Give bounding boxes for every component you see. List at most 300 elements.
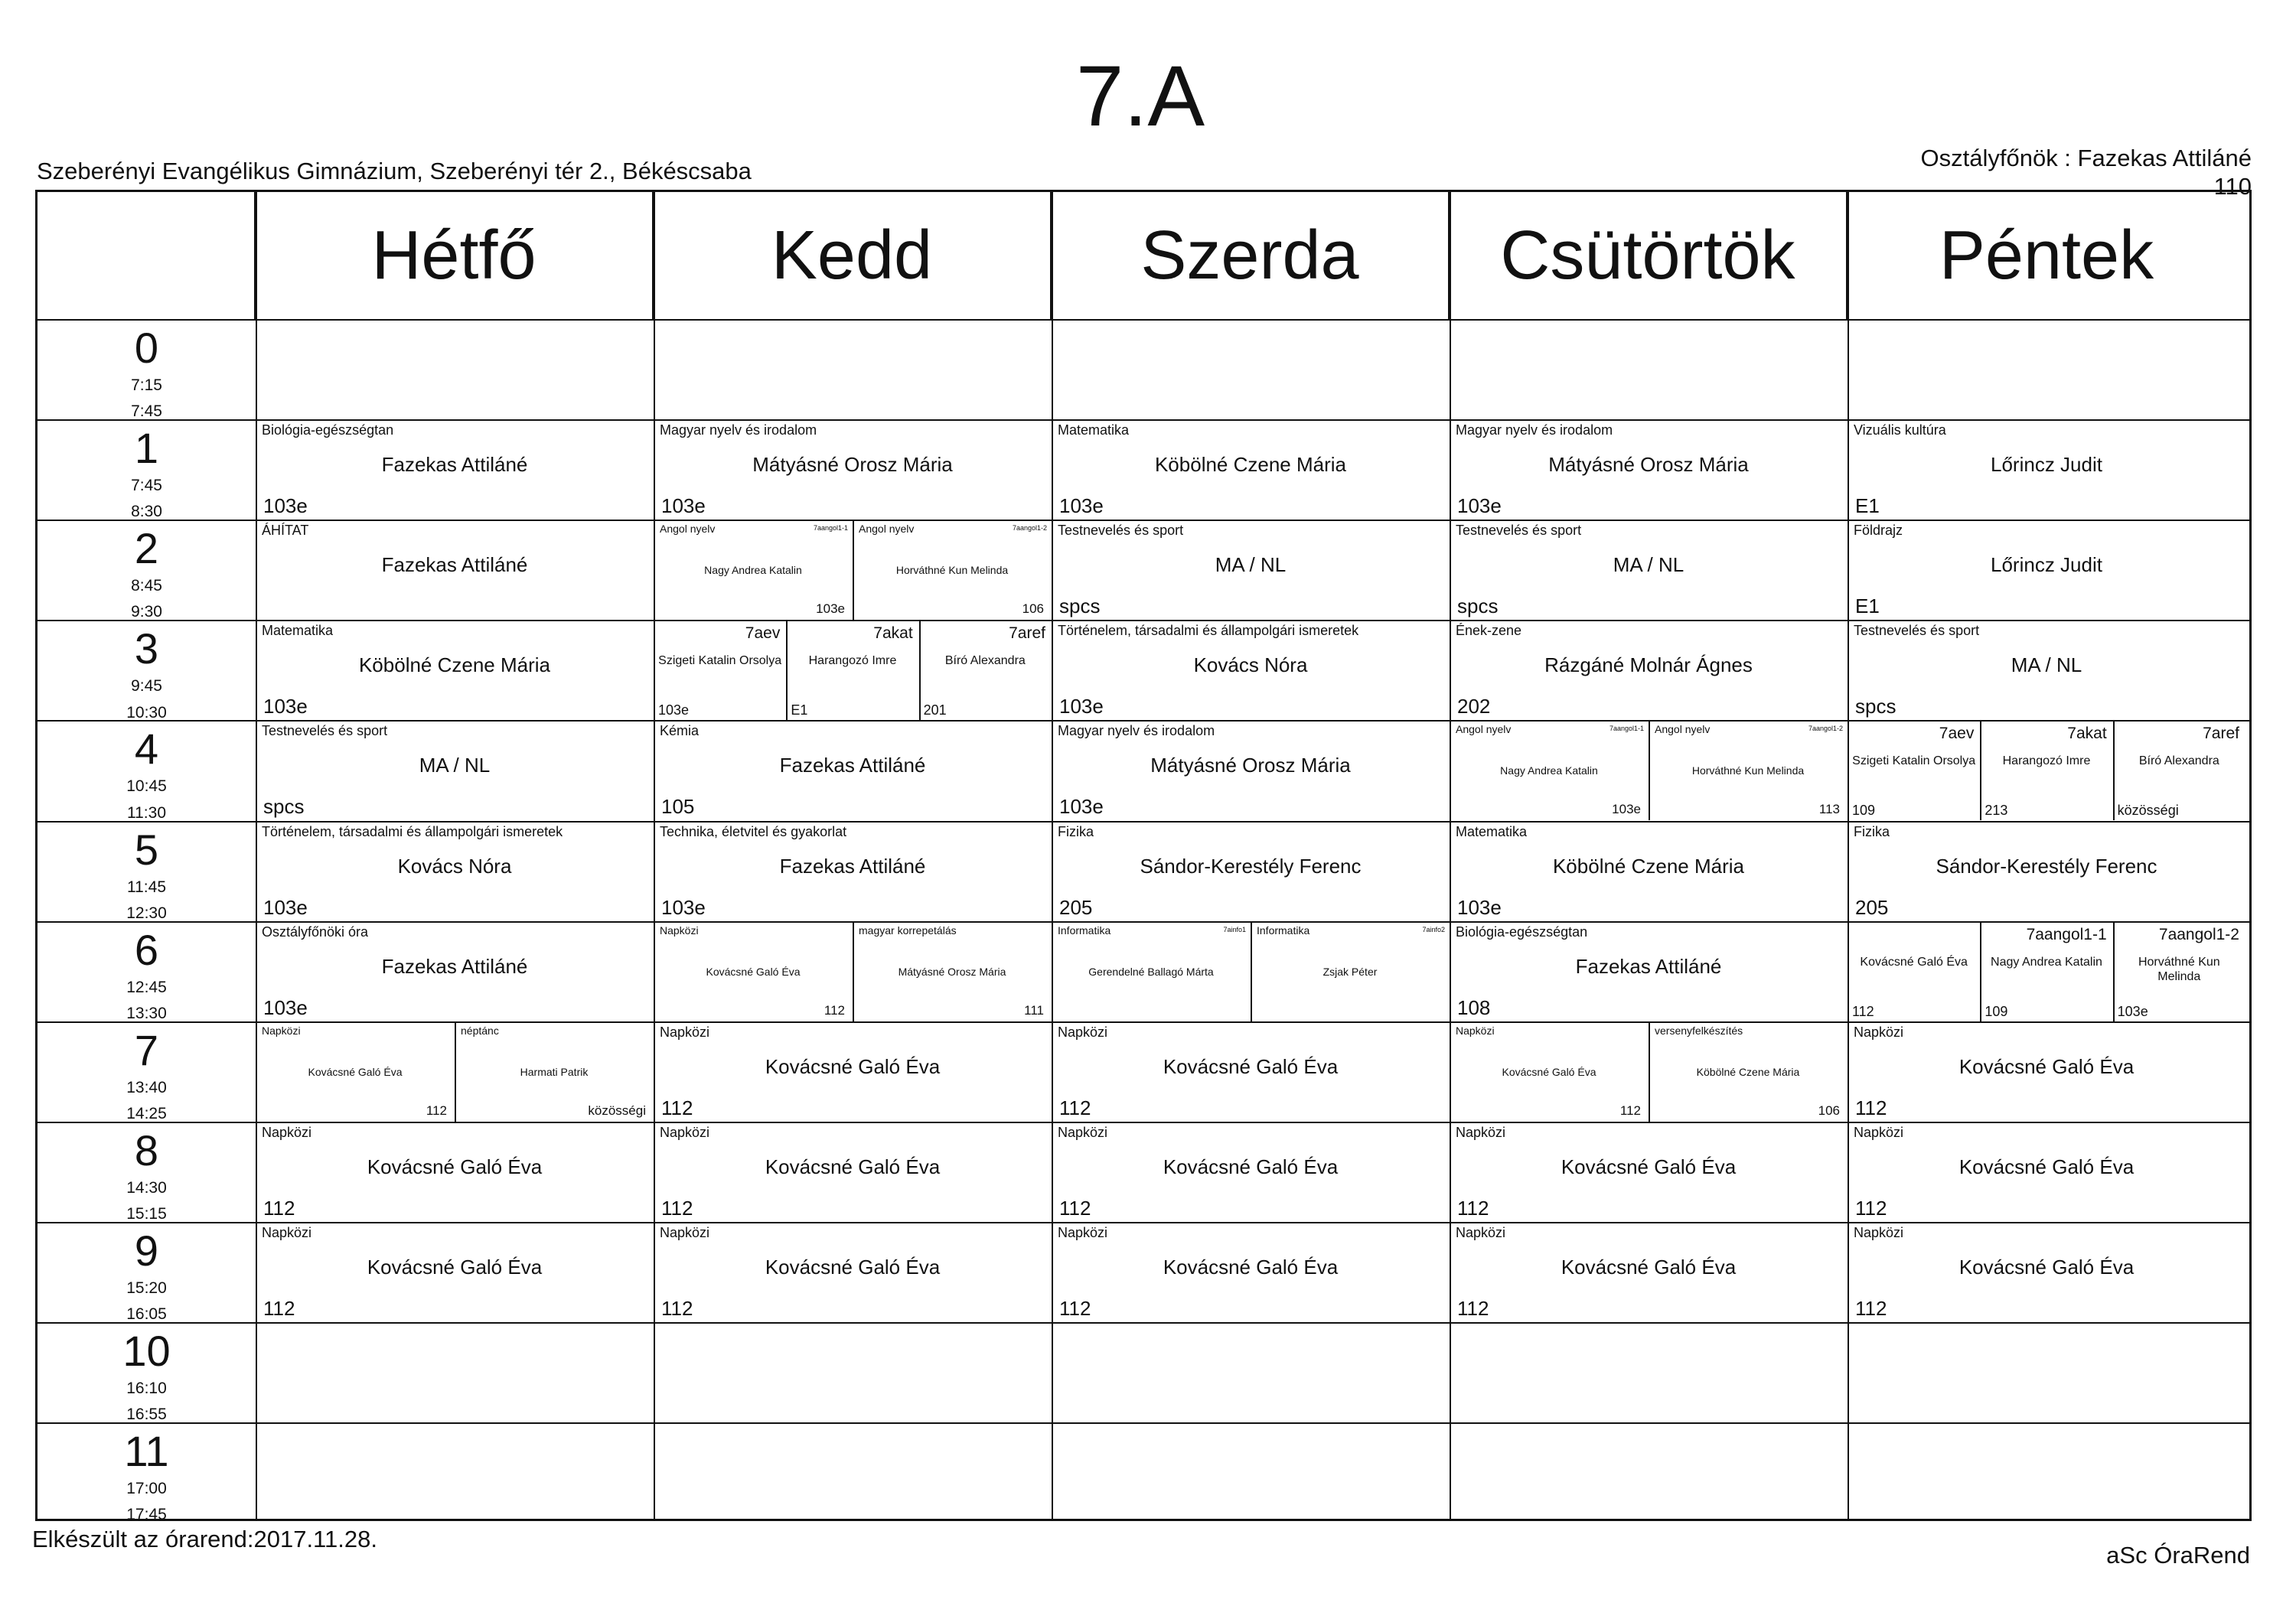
lesson-cell[interactable] — [1848, 419, 2245, 520]
split-lesson-cell — [256, 1021, 654, 1122]
lesson-room: 103e — [1457, 494, 1502, 518]
split-lesson-cell — [654, 620, 1052, 720]
lesson-teacher: Gerendelné Ballagó Márta — [1088, 965, 1214, 978]
lesson-room: 105 — [661, 795, 695, 819]
lesson-subject: Matematika — [262, 623, 334, 639]
lesson-cell[interactable] — [1848, 620, 2245, 720]
lesson-teacher: MA / NL — [2011, 653, 2082, 677]
lesson-teacher: Sándor-Kerestély Ferenc — [1936, 854, 2157, 878]
day-header: Csütörtök — [1450, 192, 1848, 319]
software-name: aSc ÓraRend — [2106, 1542, 2250, 1569]
lesson-teacher: Kovácsné Galó Éva — [765, 1255, 941, 1279]
lesson-group-code: 7aangol1-1 — [2026, 925, 2107, 943]
lesson-room: 103e — [263, 494, 308, 518]
lesson-room: 112 — [661, 1196, 693, 1220]
lesson-teacher: Mátyásné Orosz Mária — [1150, 754, 1351, 777]
period-end: 9:30 — [131, 603, 162, 621]
lesson-cell[interactable] — [654, 821, 1052, 921]
lesson-room: 112 — [1059, 1196, 1091, 1220]
split-lesson-cell — [1450, 720, 1848, 820]
period-start: 13:40 — [126, 1078, 167, 1096]
lesson-cell[interactable] — [1052, 419, 1450, 520]
lesson-teacher: Rázgáné Molnár Ágnes — [1544, 653, 1753, 677]
lesson-room: E1 — [1855, 494, 1880, 518]
lesson-room: 111 — [1024, 1002, 1044, 1018]
period-label — [38, 821, 256, 921]
lesson-cell[interactable] — [654, 419, 1052, 520]
lesson-teacher: Köbölné Czene Mária — [1154, 453, 1347, 477]
lesson-teacher: Nagy Andrea Katalin — [704, 564, 802, 577]
lesson-room: 205 — [1855, 895, 1889, 919]
lesson-teacher: Harangozó Imre — [2002, 754, 2091, 768]
lesson-group[interactable] — [1450, 1021, 1649, 1122]
lesson-teacher: Lőrincz Judit — [1991, 453, 2102, 477]
lesson-subject: Technika, életvitel és gyakorlat — [660, 823, 847, 839]
lesson-subject: Napközi — [262, 1024, 301, 1037]
split-lesson-cell — [1450, 1021, 1848, 1122]
period-end: 13:30 — [126, 1004, 167, 1022]
period-end: 16:05 — [126, 1305, 167, 1324]
lesson-room: 112 — [1855, 1196, 1887, 1220]
period-start: 10:45 — [126, 777, 167, 796]
lesson-teacher: Kovácsné Galó Éva — [1860, 955, 1968, 969]
lesson-teacher: Kovácsné Galó Éva — [1502, 1065, 1596, 1078]
lesson-group-code: 7ainfo1 — [1223, 925, 1246, 933]
split-lesson-cell — [1848, 921, 2245, 1021]
period-start: 7:15 — [131, 376, 162, 394]
lesson-teacher: Köbölné Czene Mária — [1696, 1065, 1800, 1078]
period-label — [38, 1122, 256, 1222]
lesson-room: 112 — [661, 1096, 693, 1119]
lesson-group-code: 7aangol1-1 — [1609, 725, 1644, 733]
day-header: Hétfő — [256, 192, 654, 319]
group-divider — [1980, 921, 1981, 1021]
lesson-cell[interactable] — [1450, 419, 1848, 520]
period-label — [38, 520, 256, 620]
lesson-subject: Vizuális kultúra — [1854, 422, 1946, 438]
period-number: 4 — [134, 725, 159, 774]
group-divider — [853, 921, 854, 1021]
lesson-group-code: 7aangol1-2 — [1808, 725, 1843, 733]
split-lesson-cell — [654, 921, 1052, 1021]
lesson-group[interactable] — [654, 921, 853, 1021]
lesson-cell[interactable] — [654, 1021, 1052, 1122]
split-lesson-cell — [1848, 720, 2245, 820]
period-end: 12:30 — [126, 904, 167, 922]
lesson-subject: Matematika — [1058, 422, 1130, 438]
period-end: 14:25 — [126, 1104, 167, 1122]
lesson-room: 103e — [1059, 695, 1104, 718]
lesson-group-code: 7ainfo2 — [1422, 925, 1445, 933]
lesson-room: spcs — [1855, 695, 1896, 718]
lesson-teacher: Kovácsné Galó Éva — [367, 1155, 543, 1178]
period-number: 10 — [122, 1327, 171, 1375]
lesson-room: 112 — [1619, 1103, 1641, 1118]
lesson-subject: Biológia-egészségtan — [262, 422, 394, 438]
lesson-subject: Napközi — [262, 1124, 312, 1140]
lesson-group[interactable] — [1848, 720, 1980, 820]
lesson-room: 112 — [263, 1196, 295, 1220]
lesson-room: 103e — [1457, 895, 1502, 919]
lesson-subject: Napközi — [660, 1124, 710, 1140]
period-end: 16:55 — [126, 1406, 167, 1424]
lesson-teacher: Bíró Alexandra — [2138, 754, 2219, 768]
lesson-cell[interactable] — [1450, 1122, 1848, 1222]
lesson-room: 112 — [1855, 1296, 1887, 1320]
lesson-group[interactable] — [919, 620, 1052, 720]
lesson-group[interactable] — [654, 620, 786, 720]
lesson-subject: Napközi — [660, 1024, 710, 1040]
lesson-subject: Napközi — [1854, 1124, 1904, 1140]
lesson-group-code: 7aangol1-1 — [813, 524, 848, 533]
period-start: 11:45 — [127, 878, 166, 896]
lesson-teacher: Zsjak Péter — [1322, 965, 1378, 978]
lesson-group[interactable] — [2113, 921, 2245, 1021]
lesson-subject: Testnevelés és sport — [1456, 523, 1582, 539]
period-end: 11:30 — [127, 803, 166, 822]
lesson-subject: Fizika — [1058, 823, 1094, 839]
lesson-room: 103e — [263, 895, 308, 919]
lesson-room: spcs — [263, 795, 305, 819]
split-lesson-cell — [1052, 921, 1450, 1021]
lesson-teacher: Fazekas Attiláné — [381, 954, 528, 978]
period-label — [38, 720, 256, 820]
lesson-subject: ÁHÍTAT — [262, 523, 309, 539]
lesson-group-code: 7aev — [1939, 725, 1975, 743]
period-label — [38, 1322, 256, 1422]
lesson-teacher: Bíró Alexandra — [944, 654, 1026, 668]
lesson-group[interactable] — [1052, 921, 1251, 1021]
lesson-cell[interactable] — [1848, 821, 2245, 921]
lesson-teacher: Nagy Andrea Katalin — [1500, 764, 1598, 777]
lesson-subject: Magyar nyelv és irodalom — [1456, 422, 1613, 438]
lesson-subject: Napközi — [1058, 1124, 1108, 1140]
lesson-subject: Napközi — [1058, 1024, 1108, 1040]
period-number: 7 — [134, 1025, 159, 1074]
lesson-subject: Történelem, társadalmi és állampolgári ismeretek — [1058, 623, 1359, 639]
period-number: 6 — [134, 925, 159, 974]
lesson-cell[interactable] — [256, 419, 654, 520]
lesson-subject: versenyfelkészítés — [1655, 1024, 1743, 1037]
lesson-subject: Testnevelés és sport — [1854, 623, 1980, 639]
lesson-room: közösségi — [2117, 803, 2179, 819]
group-divider — [1649, 1021, 1650, 1122]
class-title: 7.A — [1075, 48, 1205, 144]
lesson-cell[interactable] — [654, 1122, 1052, 1222]
lesson-teacher: Kovácsné Galó Éva — [1958, 1155, 2135, 1178]
lesson-room: 103e — [661, 895, 706, 919]
lesson-room: 103e — [1059, 795, 1104, 819]
head-teacher: Osztályfőnök : Fazekas Attiláné — [1920, 145, 2252, 171]
created-date: Elkészült az órarend:2017.11.28. — [32, 1526, 377, 1552]
lesson-subject: Testnevelés és sport — [262, 723, 388, 739]
lesson-cell[interactable] — [1450, 620, 1848, 720]
lesson-room: 112 — [1457, 1196, 1489, 1220]
lesson-teacher: Horváthné Kun Melinda — [1691, 764, 1805, 777]
group-divider — [786, 620, 788, 720]
lesson-teacher: Lőrincz Judit — [1991, 553, 2102, 577]
lesson-teacher: Szigeti Katalin Orsolya — [658, 654, 782, 668]
lesson-subject: Napközi — [660, 924, 699, 937]
lesson-teacher: Szigeti Katalin Orsolya — [1852, 754, 1976, 768]
day-header: Péntek — [1939, 217, 2154, 294]
lesson-room: 112 — [1059, 1096, 1091, 1119]
lesson-cell[interactable] — [256, 520, 654, 620]
group-divider — [2113, 921, 2115, 1021]
lesson-group[interactable] — [455, 1021, 654, 1122]
lesson-subject: Napközi — [262, 1224, 312, 1240]
lesson-teacher: MA / NL — [1215, 553, 1287, 577]
lesson-teacher: Kovács Nóra — [1193, 653, 1308, 677]
lesson-group-code: 7akat — [873, 624, 913, 643]
lesson-cell[interactable] — [1052, 720, 1450, 820]
lesson-subject: Napközi — [1058, 1224, 1108, 1240]
lesson-teacher: Köbölné Czene Mária — [1552, 854, 1745, 878]
group-divider — [2113, 720, 2115, 820]
period-start: 15:20 — [126, 1279, 167, 1297]
lesson-room: 109 — [1985, 1003, 2008, 1019]
lesson-teacher: Kovácsné Galó Éva — [765, 1054, 941, 1078]
lesson-teacher: Fazekas Attiláné — [381, 453, 528, 477]
lesson-subject: Testnevelés és sport — [1058, 523, 1184, 539]
period-number: 1 — [134, 424, 159, 473]
lesson-cell[interactable] — [256, 821, 654, 921]
lesson-cell[interactable] — [256, 921, 654, 1021]
lesson-room: 103e — [263, 695, 308, 718]
lesson-subject: magyar korrepetálás — [859, 924, 957, 937]
lesson-group[interactable] — [1450, 720, 1649, 820]
lesson-room: 103e — [263, 995, 308, 1019]
lesson-room: 103e — [1059, 494, 1104, 518]
lesson-cell[interactable] — [654, 1222, 1052, 1322]
lesson-cell[interactable] — [1450, 921, 1848, 1021]
head-teacher-room: 110 — [2213, 173, 2252, 200]
row-divider — [38, 1422, 2249, 1424]
lesson-group[interactable] — [853, 520, 1052, 620]
lesson-room: 112 — [1059, 1296, 1091, 1320]
lesson-room: 103e — [2117, 1003, 2148, 1019]
lesson-cell[interactable] — [1450, 520, 1848, 620]
day-header: Szerda — [1052, 192, 1450, 319]
lesson-teacher: Mátyásné Orosz Mária — [752, 453, 953, 477]
lesson-group[interactable] — [654, 520, 853, 620]
lesson-teacher: Kovácsné Galó Éva — [706, 965, 801, 978]
period-start: 12:45 — [126, 978, 167, 996]
lesson-subject: Napközi — [660, 1224, 710, 1240]
lesson-subject: Fizika — [1854, 823, 1890, 839]
group-divider — [1649, 720, 1650, 820]
lesson-subject: Angol nyelv — [1655, 723, 1711, 736]
lesson-subject: Biológia-egészségtan — [1456, 924, 1588, 940]
lesson-subject: Kémia — [660, 723, 700, 739]
lesson-cell[interactable] — [1450, 1222, 1848, 1322]
period-number: 9 — [134, 1226, 159, 1275]
lesson-room: spcs — [1457, 595, 1499, 618]
lesson-room: 106 — [1022, 601, 1044, 617]
lesson-subject: Informatika — [1257, 924, 1310, 937]
lesson-room: 103e — [661, 494, 706, 518]
lesson-subject: Napközi — [1854, 1024, 1904, 1040]
lesson-room: 109 — [1852, 803, 1876, 819]
lesson-group[interactable] — [786, 620, 918, 720]
lesson-subject: Napközi — [1456, 1024, 1495, 1037]
split-lesson-cell — [654, 520, 1052, 620]
lesson-room: 113 — [1818, 802, 1840, 817]
lesson-subject: Magyar nyelv és irodalom — [660, 422, 817, 438]
lesson-teacher: MA / NL — [1613, 553, 1684, 577]
period-end: 10:30 — [126, 703, 167, 722]
lesson-cell[interactable] — [1450, 821, 1848, 921]
period-number: 11 — [124, 1427, 169, 1476]
lesson-room: 103e — [816, 601, 845, 617]
lesson-group[interactable] — [1649, 1021, 1848, 1122]
period-start: 8:45 — [131, 577, 162, 595]
period-label — [38, 1422, 256, 1523]
lesson-cell[interactable] — [1052, 1122, 1450, 1222]
period-end: 15:15 — [126, 1205, 167, 1223]
lesson-cell[interactable] — [1848, 1122, 2245, 1222]
period-start: 14:30 — [126, 1178, 167, 1197]
lesson-room: közösségi — [588, 1103, 646, 1118]
lesson-teacher: Kovács Nóra — [397, 854, 512, 878]
lesson-cell[interactable] — [1052, 620, 1450, 720]
lesson-teacher: Fazekas Attiláné — [381, 553, 528, 577]
lesson-teacher: Kovácsné Galó Éva — [308, 1065, 403, 1078]
period-start: 17:00 — [126, 1480, 167, 1498]
lesson-teacher: Köbölné Czene Mária — [358, 653, 551, 677]
lesson-group[interactable] — [1980, 921, 2112, 1021]
lesson-cell[interactable] — [256, 1222, 654, 1322]
lesson-subject: Földrajz — [1854, 523, 1903, 539]
period-number: 8 — [134, 1126, 159, 1174]
lesson-group[interactable] — [853, 921, 1052, 1021]
lesson-subject: Informatika — [1058, 924, 1111, 937]
lesson-teacher: Fazekas Attiláné — [1575, 954, 1722, 978]
lesson-group-code: 7aev — [745, 624, 781, 643]
corner-cell — [38, 192, 256, 319]
lesson-cell[interactable] — [1052, 821, 1450, 921]
lesson-teacher: Sándor-Kerestély Ferenc — [1140, 854, 1362, 878]
lesson-subject: Történelem, társadalmi és állampolgári ismeretek — [262, 823, 563, 839]
lesson-room: 103e — [1612, 802, 1641, 817]
school-name: Szeberényi Evangélikus Gimnázium, Szeberényi tér 2., Békéscsaba — [37, 158, 752, 184]
lesson-cell[interactable] — [256, 1122, 654, 1222]
group-divider — [455, 1021, 456, 1122]
lesson-group[interactable] — [1649, 720, 1848, 820]
lesson-cell[interactable] — [1052, 1021, 1450, 1122]
lesson-group[interactable] — [256, 1021, 455, 1122]
lesson-subject: Matematika — [1456, 823, 1528, 839]
period-number: 5 — [134, 825, 159, 874]
period-start: 9:45 — [131, 677, 162, 695]
lesson-teacher: Kovácsné Galó Éva — [1163, 1255, 1339, 1279]
lesson-room: E1 — [1855, 595, 1880, 618]
lesson-teacher: Kovácsné Galó Éva — [765, 1155, 941, 1178]
lesson-room: 106 — [1818, 1103, 1840, 1118]
lesson-cell[interactable] — [256, 620, 654, 720]
lesson-group[interactable] — [2113, 720, 2245, 820]
group-divider — [1980, 720, 1981, 820]
lesson-group[interactable] — [1980, 720, 2112, 820]
lesson-room: 213 — [1985, 803, 2008, 819]
period-label — [38, 319, 256, 419]
period-end: 7:45 — [131, 402, 162, 421]
lesson-group-code: 7aref — [2203, 725, 2239, 743]
lesson-cell[interactable] — [1052, 1222, 1450, 1322]
lesson-room: 112 — [661, 1296, 693, 1320]
lesson-teacher: Mátyásné Orosz Mária — [1548, 453, 1749, 477]
lesson-subject: néptánc — [461, 1024, 499, 1037]
period-label — [38, 1222, 256, 1322]
lesson-teacher: Kovácsné Galó Éva — [1958, 1054, 2135, 1078]
timetable-grid — [35, 190, 2252, 1524]
lesson-cell[interactable] — [1848, 520, 2245, 620]
lesson-teacher: Kovácsné Galó Éva — [1163, 1054, 1339, 1078]
lesson-room: 112 — [1457, 1296, 1489, 1320]
lesson-room: 112 — [263, 1296, 295, 1320]
lesson-group[interactable] — [1251, 921, 1450, 1021]
lesson-room: E1 — [791, 702, 808, 718]
lesson-subject: Angol nyelv — [1456, 723, 1512, 736]
lesson-room: spcs — [1059, 595, 1101, 618]
group-divider — [919, 620, 921, 720]
period-end: 17:45 — [126, 1506, 167, 1524]
lesson-cell[interactable] — [654, 720, 1052, 820]
lesson-cell[interactable] — [1848, 1222, 2245, 1322]
lesson-group[interactable] — [1848, 921, 1980, 1021]
period-label — [38, 1021, 256, 1122]
lesson-cell[interactable] — [256, 720, 654, 820]
lesson-teacher: Kovácsné Galó Éva — [1561, 1155, 1737, 1178]
lesson-cell[interactable] — [1052, 520, 1450, 620]
lesson-subject: Ének-zene — [1456, 623, 1522, 639]
period-label — [38, 921, 256, 1021]
lesson-teacher: Kovácsné Galó Éva — [1958, 1255, 2135, 1279]
lesson-room: 112 — [1855, 1096, 1887, 1119]
lesson-group-code: 7aangol1-2 — [2158, 925, 2239, 943]
lesson-teacher: Harmati Patrik — [520, 1065, 589, 1078]
lesson-room: 112 — [426, 1103, 447, 1118]
lesson-teacher: MA / NL — [419, 754, 491, 777]
lesson-room: 202 — [1457, 695, 1491, 718]
row-divider — [38, 1322, 2249, 1324]
period-number: 2 — [134, 524, 159, 573]
row-divider — [38, 319, 2249, 321]
lesson-room: 103e — [658, 702, 690, 718]
group-divider — [1251, 921, 1252, 1021]
day-header: Kedd — [654, 192, 1052, 319]
period-label — [38, 620, 256, 720]
lesson-teacher: Fazekas Attiláné — [779, 754, 926, 777]
period-number: 3 — [134, 624, 159, 673]
lesson-subject: Napközi — [1456, 1224, 1506, 1240]
lesson-cell[interactable] — [1848, 1021, 2245, 1122]
group-divider — [853, 520, 854, 620]
lesson-subject: Magyar nyelv és irodalom — [1058, 723, 1215, 739]
lesson-teacher: Horváthné Kun Melinda — [2138, 955, 2220, 983]
lesson-teacher: Horváthné Kun Melinda — [895, 564, 1009, 577]
period-start: 16:10 — [126, 1380, 167, 1397]
period-label — [38, 419, 256, 520]
lesson-room: 112 — [823, 1002, 845, 1018]
lesson-subject: Angol nyelv — [660, 523, 716, 536]
period-end: 8:30 — [131, 503, 162, 521]
lesson-group-code: 7aref — [1009, 624, 1045, 643]
lesson-teacher: Kovácsné Galó Éva — [367, 1255, 543, 1279]
lesson-group-code: 7aangol1-2 — [1012, 524, 1047, 533]
lesson-subject: Angol nyelv — [859, 523, 915, 536]
lesson-teacher: Fazekas Attiláné — [779, 854, 926, 878]
